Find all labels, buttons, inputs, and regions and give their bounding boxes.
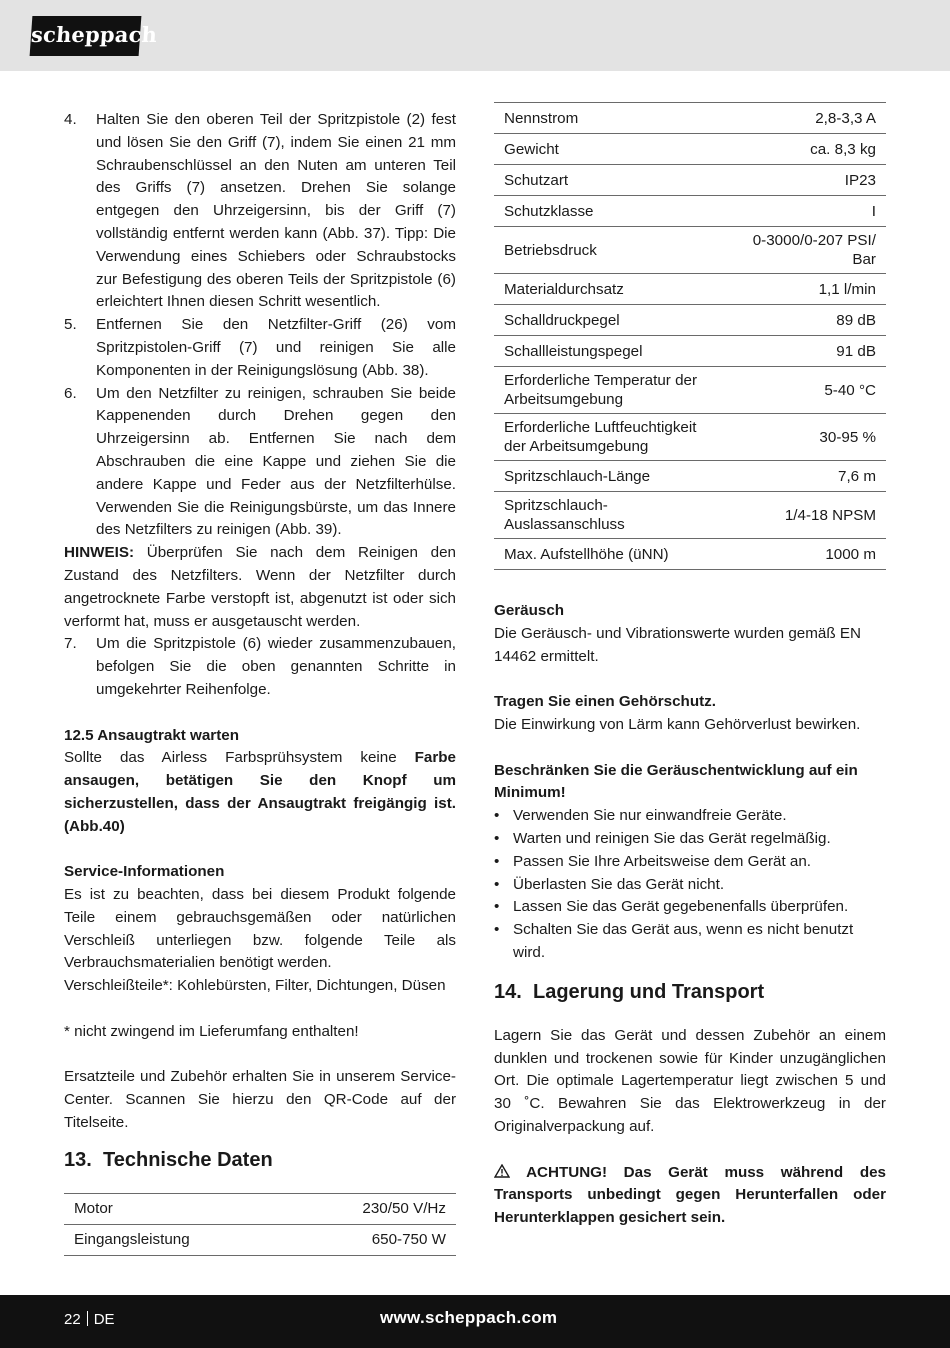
section-14-title [494, 979, 886, 1005]
service-text: Es ist zu beachten, dass bei diesem Produkt folgende Teile einem gebrauchsgemäßen oder natürlichen Verschleiß unterliegen bzw. folgende Teile als Verbrauchsmaterialien benötigt werden. [64, 886, 456, 972]
spec-label: Eingangsleistung [64, 1224, 286, 1255]
spec-table-right [494, 102, 886, 570]
spec-label: Spritzschlauch-Auslassanschluss [494, 492, 719, 539]
transport-warning [494, 1162, 886, 1230]
spec-label: Erforderliche Temperatur der Arbeitsumgebung [494, 367, 719, 414]
spec-table-left [64, 1193, 456, 1256]
list-item [64, 383, 456, 543]
list-item: • Warten und reinigen Sie das Gerät regelmäßig. [494, 828, 886, 851]
list-item [64, 109, 456, 314]
spec-label: Schutzklasse [494, 196, 719, 227]
table-row [494, 539, 886, 570]
spec-value: 7,6 m [719, 461, 886, 492]
spec-value: 5-40 °C [719, 367, 886, 414]
spec-value: 91 dB [719, 336, 886, 367]
table-row [494, 305, 886, 336]
noise-text: Die Geräusch- und Vibrationswerte wurden gemäß EN 14462 ermittelt. [494, 624, 861, 665]
table-row [64, 1224, 456, 1255]
bullet-text: Verwenden Sie nur einwandfreie Geräte. [513, 807, 787, 825]
scheppach-logo: scheppach [30, 16, 142, 56]
list-item: • Schalten Sie das Gerät aus, wenn es nicht benutzt wird. [494, 919, 886, 965]
page-header [0, 0, 950, 71]
table-row [64, 1193, 456, 1224]
item-text: Um die Spritzpistole (6) wieder zusammenzubauen, befolgen Sie die oben genannten Schritte in umgekehrter Reihenfolge. [96, 635, 456, 698]
section-13-title [64, 1147, 456, 1173]
list-item: • Passen Sie Ihre Arbeitsweise dem Gerät an. [494, 851, 886, 874]
spec-value: 1/4-18 NPSM [719, 492, 886, 539]
spec-value: 650-750 W [286, 1224, 456, 1255]
spec-label: Spritzschlauch-Länge [494, 461, 719, 492]
spec-value: 230/50 V/Hz [286, 1193, 456, 1224]
table-row [494, 227, 886, 274]
item-number: 5. [64, 316, 77, 334]
list-item: • Verwenden Sie nur einwandfreie Geräte. [494, 805, 886, 828]
noise-limit-title: Beschränken Sie die Geräuschentwicklung auf ein Minimum! [494, 761, 858, 802]
bullet-text: Schalten Sie das Gerät aus, wenn es nicht benutzt wird. [513, 921, 854, 961]
noise-bullet-list [494, 805, 886, 965]
right-column [494, 102, 886, 1230]
list-item: • Überlasten Sie das Gerät nicht. [494, 874, 886, 897]
spec-value: I [719, 196, 886, 227]
page-number-value: 22 [64, 1311, 81, 1328]
spec-label: Gewicht [494, 134, 719, 165]
list-item [64, 633, 456, 701]
spec-label: Schutzart [494, 165, 719, 196]
spec-value: IP23 [719, 165, 886, 196]
spec-label: Nennstrom [494, 103, 719, 134]
table-row [494, 274, 886, 305]
section-title-text: Lagerung und Transport [533, 980, 765, 1003]
spec-value: 0-3000/0-207 PSI/ Bar [719, 227, 886, 274]
spec-label: Erforderliche Luftfeuchtigkeit der Arbeitsumgebung [494, 414, 719, 461]
storage-text: Lagern Sie das Gerät und dessen Zubehör an einem dunklen und trockenen sowie für Kinder unzugänglichen Ort. Die optimale Lagertemperatur liegt zwischen 5 und 30 ˚C. Bewahren Sie das Elektrowerkzeug in der Originalverpackung auf. [494, 1026, 886, 1135]
website-url: www.scheppach.com [380, 1308, 558, 1327]
hearing-text: Die Einwirkung von Lärm kann Gehörverlust bewirken. [494, 715, 861, 733]
bullet-text: Passen Sie Ihre Arbeitsweise dem Gerät an. [513, 852, 811, 870]
hint-label: HINWEIS: [64, 544, 135, 562]
hearing-title: Tragen Sie einen Gehörschutz. [494, 693, 716, 711]
noise-title: Geräusch [494, 602, 565, 619]
page-footer [0, 1295, 950, 1348]
warning-text: ACHTUNG! Das Gerät muss während des Transports unbedingt gegen Herunterfallen oder Herunterklappen gesichert sein. [494, 1163, 886, 1227]
wear-parts-text: Verschleißteile*: Kohlebürsten, Filter, Dichtungen, Düsen [64, 977, 446, 995]
item-number: 6. [64, 384, 77, 402]
spec-label: Betriebsdruck [494, 227, 719, 274]
list-item [64, 314, 456, 382]
left-column [64, 109, 456, 1256]
table-row [494, 367, 886, 414]
section-number: 13. [64, 1148, 92, 1171]
section-12-5-title: 12.5 Ansaugtrakt warten [64, 726, 239, 744]
section-12-5-text [64, 747, 456, 838]
item-number: 4. [64, 111, 77, 128]
service-title: Service-Informationen [64, 863, 225, 881]
table-row [494, 196, 886, 227]
item-text: Entfernen Sie den Netzfilter-Griff (26) vom Spritzpistolen-Griff (7) und reinigen Sie alle Komponenten in der Reinigungslösung (Abb. 38). [96, 316, 456, 379]
bullet-text: Lassen Sie das Gerät gegebenenfalls überprüfen. [513, 898, 849, 916]
table-row [494, 336, 886, 367]
table-row [494, 492, 886, 539]
table-row [494, 103, 886, 134]
section-title-text: Technische Daten [103, 1148, 273, 1171]
spec-label: Max. Aufstellhöhe (üNN) [494, 539, 719, 570]
item-text: Halten Sie den oberen Teil der Spritzpistole (2) fest und lösen Sie den Griff (7), indem Sie einen 21 mm Schraubenschlüssel an den Nuten am unteren Teil des Griffs (7) ansetzen. Drehen Sie solange entgegen den Uhrzeigersinn, bis der Griff (7) vollständig entfernt werden kann (Abb. 37). Tipp: Die Verwendung eines Schiebers oder Schraubstocks zur Befestigung des oberen Teils der Spritzpistole (6) erleichtert Ihnen diesen Schritt wesentlich. [96, 111, 456, 311]
table-row [494, 165, 886, 196]
item-text: Um den Netzfilter zu reinigen, schrauben Sie beide Kappenenden durch Drehen gegen den Uhrzeigersinn ab. Entfernen Sie nach dem Abschrauben die eine Kappe und ziehen Sie die andere Kappe und Feder aus der Netzfilterhülse. Verwenden Sie die Reinigungsbürste, um das Innere des Netzfilters zu reinigen (Abb. 39). [96, 384, 456, 539]
spec-label: Motor [64, 1193, 286, 1224]
hint-paragraph [64, 542, 456, 633]
footnote: * nicht zwingend im Lieferumfang enthalten! [64, 1022, 359, 1040]
language-code: DE [93, 1311, 115, 1328]
section-12-5-bold: Farbe ansaugen, betätigen Sie den Knopf um sicherzustellen, dass der Ansaugtrakt freigängig ist. (Abb.40) [64, 749, 456, 835]
spec-value: 89 dB [719, 305, 886, 336]
table-row [494, 414, 886, 461]
item-number: 7. [64, 635, 77, 653]
list-item: • Lassen Sie das Gerät gegebenenfalls überprüfen. [494, 896, 886, 919]
warning-triangle-icon [494, 1164, 510, 1178]
spec-value: 1000 m [719, 539, 886, 570]
spec-label: Schallleistungspegel [494, 336, 719, 367]
section-12-5-normal: Sollte das Airless Farbsprühsystem keine [64, 749, 415, 767]
table-row [494, 134, 886, 165]
bullet-text: Überlasten Sie das Gerät nicht. [513, 875, 725, 893]
page-number [64, 1309, 115, 1332]
spare-parts-text: Ersatzteile und Zubehör erhalten Sie in unserem Service-Center. Scannen Sie hierzu den QR-Code auf der Titelseite. [64, 1068, 456, 1132]
table-row [494, 461, 886, 492]
spec-label: Materialdurchsatz [494, 274, 719, 305]
spec-value: 30-95 % [719, 414, 886, 461]
bullet-text: Warten und reinigen Sie das Gerät regelmäßig. [513, 829, 831, 847]
hint-text: Überprüfen Sie nach dem Reinigen den Zustand des Netzfilters. Wenn der Netzfilter durch angetrocknete Farbe verstopft ist, abgenutzt ist oder sich verformt hat, muss er ausgetauscht werden. [64, 544, 456, 630]
spec-value: ca. 8,3 kg [719, 134, 886, 165]
spec-label: Schalldruckpegel [494, 305, 719, 336]
spec-value: 2,8-3,3 A [719, 103, 886, 134]
spec-value: 1,1 l/min [719, 274, 886, 305]
section-number: 14. [494, 980, 522, 1003]
